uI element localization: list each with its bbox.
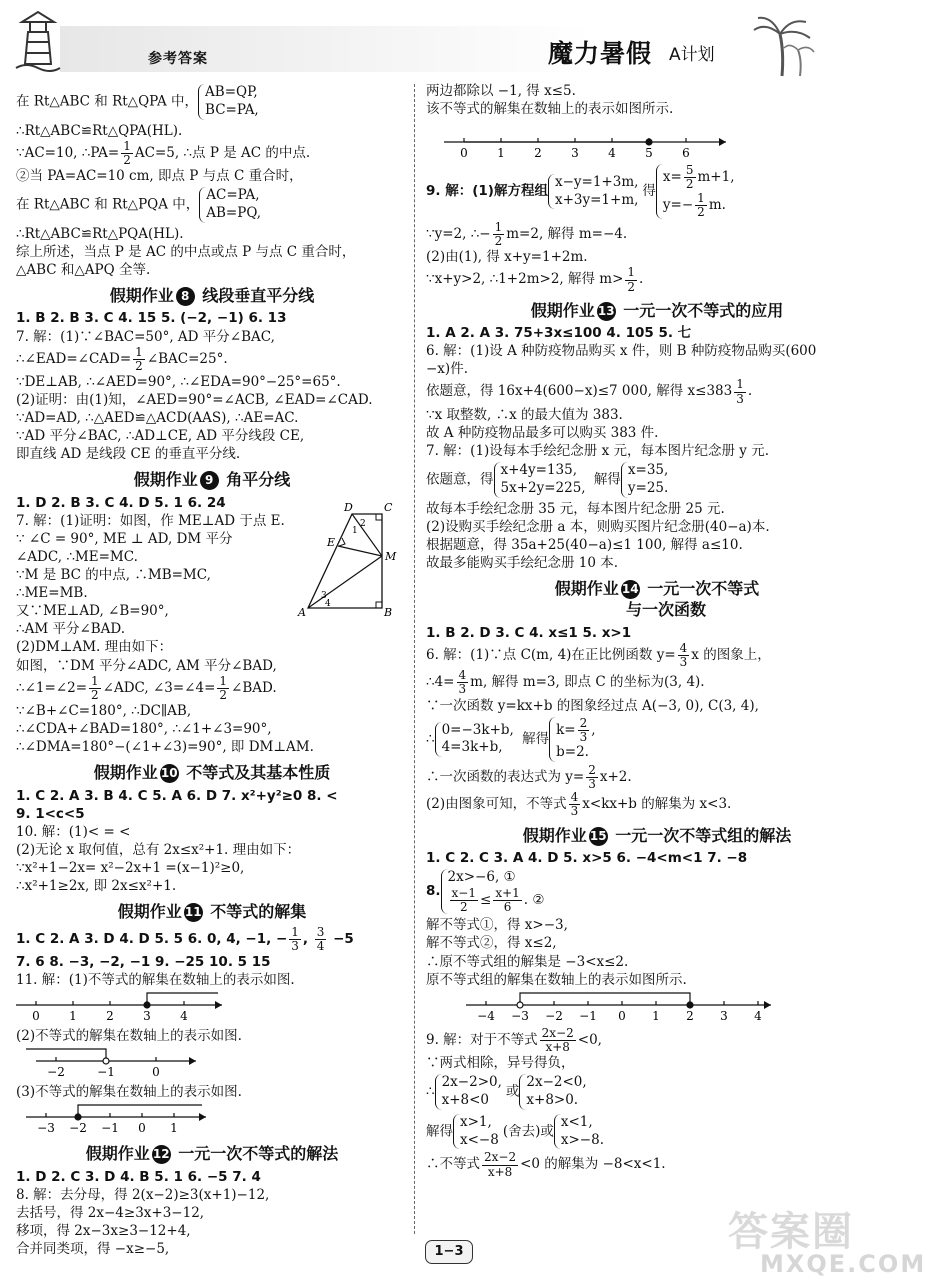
- brand-title: 魔力暑假: [548, 39, 653, 68]
- closed-endpoint: [687, 1002, 693, 1008]
- section-heading-14-line2: 与一次函数: [625, 600, 706, 620]
- section-number-badge: 9: [200, 471, 219, 490]
- axis-arrow: [764, 1001, 771, 1009]
- text-line: 如图，∵DM 平分∠ADC, AM 平分∠BAD,: [16, 657, 277, 674]
- answer-line: 1. C 2. A 3. D 4. D 5. 5 6. 0, 4, −1, − $\frac{1}{3}$ , $\frac{3}{4}$ −5: [16, 924, 354, 953]
- tick-label: 2: [534, 146, 542, 161]
- equation-system: 0=−3k+b, 4=3k+b,: [435, 722, 518, 758]
- text-line: 7. 解：(1)设每本手绘纪念册 x 元，每本图片纪念册 y 元.: [426, 442, 769, 459]
- text-line: ∴ME=MB.: [16, 585, 88, 602]
- tick-label: 0: [152, 1065, 160, 1080]
- fraction: $\frac{1}{2}$: [627, 265, 636, 294]
- text-line: 10. 解：(1)< = <: [16, 823, 131, 840]
- header-title: 参考答案: [148, 51, 208, 67]
- number-line-11-2: [16, 1047, 346, 1081]
- section-heading-10: 假期作业 10 不等式及其基本性质: [93, 763, 331, 783]
- equation-system: AC=PA, AB=PQ,: [199, 187, 265, 223]
- section-heading-13: 假期作业 13 一元一次不等式的应用: [530, 300, 784, 320]
- fraction: $\frac{2x-2}{x+8}$: [484, 1150, 517, 1179]
- text-line: ∵x+y>2, ∴1+2m>2, 解得 m> $\frac{1}{2}$ .: [426, 265, 644, 294]
- text-line: ∵AD=AD, ∴△AED≌△ACD(AAS), ∴AE=AC.: [16, 410, 299, 427]
- section-number-badge: 15: [589, 827, 608, 846]
- answer-line: 1. D 2. B 3. C 4. D 5. 1 6. 24: [16, 494, 226, 511]
- text-line: 9. 解：(1)解方程组 x−y=1+3m, x+3y=1+m, 得 x= $\frac{5}{2}$ m+1, y=− $\frac{1}{2}$ m.: [426, 162, 888, 221]
- text-line: ∴Rt△ABC≌Rt△QPA(HL).: [16, 122, 183, 139]
- closed-endpoint: [144, 1002, 150, 1008]
- text-line: 两边都除以 −1, 得 x≤5.: [426, 83, 576, 99]
- answer-line: 1. C 2. C 3. A 4. D 5. x>5 6. −4<m<1 7. −8: [426, 850, 748, 867]
- text-line: 依题意，得 x+4y=135, 5x+2y=225, 解得 x=35, y=25.: [426, 460, 888, 500]
- section-number-badge: 8: [176, 287, 195, 306]
- text-line: (2)DM⊥AM. 理由如下：: [16, 639, 173, 656]
- tick-label: −1: [101, 1121, 119, 1136]
- watermark-text: 答案圈: [728, 1209, 854, 1255]
- text-line: 在 Rt△ABC 和 Rt△PQA 中， AC=PA, AB=PQ,: [16, 185, 408, 225]
- text-line: 11. 解：(1)不等式的解集在数轴上的表示如图.: [16, 972, 295, 988]
- answer-line: 7. 6 8. −3, −2, −1 9. −25 10. 5 15: [16, 953, 271, 970]
- fraction: $\frac{1}{2}$: [494, 219, 503, 249]
- text-line: ∵x 取整数, ∴x 的最大值为 383.: [426, 406, 623, 423]
- section-heading-12: 假期作业 12 一元一次不等式的解法: [85, 1144, 339, 1164]
- text-line: ∵AD 平分∠BAC, ∴AD⊥CE, AD 平分线段 CE,: [16, 428, 305, 445]
- angle-3-label: 3: [321, 591, 327, 601]
- text-line: ②当 PA=AC=10 cm, 即点 P 与点 C 重合时，: [16, 168, 303, 185]
- tick-label: −1: [579, 1008, 597, 1023]
- brand-subtitle: A计划: [669, 45, 715, 65]
- text-line: 9. 解：对于不等式 $\frac{2x-2}{x+8}$ <0,: [426, 1025, 602, 1054]
- label-M: M: [385, 550, 397, 563]
- tick-label: −1: [97, 1065, 115, 1080]
- text-line: (2)设购买手绘纪念册 a 本，则购买图片纪念册(40−a)本.: [426, 518, 770, 535]
- label-E: E: [327, 536, 336, 549]
- tick-label: −4: [477, 1008, 495, 1023]
- label-C: C: [384, 501, 393, 514]
- text-line: (2)证明：由(1)知，∠AED=90°=∠ACB, ∠EAD=∠CAD.: [16, 392, 373, 409]
- tick-label: 0: [618, 1008, 626, 1023]
- text-line: (2)不等式的解集在数轴上的表示如图.: [16, 1028, 242, 1045]
- text-line: ∵∠B+∠C=180°, ∴DC∥AB,: [16, 702, 192, 719]
- equation-system: x>1, x<−8: [453, 1114, 503, 1150]
- axis-arrow: [199, 1113, 206, 1121]
- tick-label: 0: [138, 1121, 146, 1136]
- section-number-badge: 13: [597, 302, 616, 321]
- text-line: 7. 解：(1)∵∠BAC=50°, AD 平分∠BAC,: [16, 328, 275, 345]
- text-line: 依题意，得 16x+4(600−x)≤7 000, 解得 x≤383 $\frac{1}{3}$ .: [426, 377, 753, 406]
- section-number-badge: 10: [160, 764, 179, 783]
- fraction: $\frac{4}{3}$: [679, 640, 688, 670]
- text-line: 原不等式组的解集在数轴上的表示如图所示.: [426, 971, 687, 988]
- answer-line: 9. 1<c<5: [16, 805, 85, 822]
- palm-tree-icon: [752, 12, 816, 78]
- equation-system: x−y=1+3m, x+3y=1+m,: [548, 174, 642, 210]
- text-line: ∴x²+1≥2x, 即 2x≤x²+1.: [16, 878, 177, 895]
- equation-system: x=35, y=25.: [621, 462, 672, 498]
- fraction: $\frac{1}{2}$: [123, 138, 131, 167]
- equation-system: k= $\frac{2}{3}$ , b=2.: [549, 717, 599, 762]
- text-line: 移项，得 2x−3x≥3−12+4,: [16, 1222, 191, 1239]
- fraction: $\frac{3}{4}$: [316, 924, 325, 953]
- text-line: ∴∠DMA=180°−(∠1+∠3)=90°, 即 DM⊥AM.: [16, 739, 314, 756]
- section-heading-9: 假期作业 9 角平分线: [133, 470, 291, 490]
- text-line: 8. 2x>−6, ① $\frac{x-1}{2}$ ≤ $\frac{x+1}{6}$ . ②: [426, 867, 888, 916]
- section-heading-14: 假期作业 14 一元一次不等式: [554, 578, 760, 598]
- number-line-12-8: [426, 120, 766, 160]
- text-line: 解得 x>1, x<−8 (舍去)或 x<1, x>−8.: [426, 1112, 888, 1152]
- text-line: 该不等式的解集在数轴上的表示如图所示.: [426, 101, 674, 118]
- equation-system: 2x>−6, ① $\frac{x-1}{2}$ ≤ $\frac{x+1}{6}$ . ②: [441, 869, 549, 914]
- text-line: 解不等式②，得 x≤2,: [426, 935, 557, 952]
- text-line: ∴4= $\frac{4}{3}$ m, 解得 m=3, 即点 C 的坐标为(3, 4).: [426, 668, 705, 697]
- angle-2-label: 2: [360, 519, 366, 529]
- number-line-11-3: [16, 1103, 346, 1137]
- text-line: 又∵ME⊥AD, ∠B=90°,: [16, 603, 169, 620]
- fraction: $\frac{2x-2}{x+8}$: [541, 1025, 574, 1054]
- solution-bracket: [147, 993, 218, 1005]
- equation-system: 2x−2>0, x+8<0: [435, 1074, 506, 1110]
- open-endpoint: [517, 1002, 523, 1008]
- tick-label: 1: [69, 1009, 77, 1024]
- axis-arrow: [189, 1057, 196, 1065]
- tick-label: 3: [720, 1008, 728, 1023]
- text-line: 在 Rt△ABC 和 Rt△QPA 中， AB=QP, BC=PA,: [16, 82, 408, 122]
- text-line: ∴AM 平分∠BAD.: [16, 621, 126, 638]
- text-line: ∴∠CDA+∠BAD=180°, ∴∠1+∠3=90°,: [16, 721, 272, 738]
- solution-bracket: [520, 993, 690, 1005]
- answer-line: 1. C 2. A 3. B 4. C 5. A 6. D 7. x²+y²≥0 8. <: [16, 787, 338, 804]
- text-line: 解不等式①，得 x>−3,: [426, 917, 568, 934]
- fraction: $\frac{4}{3}$: [570, 790, 579, 819]
- fraction: $\frac{1}{2}$: [219, 673, 228, 702]
- answer-line: 1. B 2. B 3. C 4. 15 5. (−2, −1) 6. 13: [16, 310, 287, 327]
- section-number-badge: 14: [621, 580, 640, 599]
- fraction: $\frac{1}{3}$: [291, 924, 299, 953]
- answer-line: 1. A 2. A 3. 75+3x≤100 4. 105 5. 七: [426, 325, 692, 342]
- answer-line: 1. D 2. C 3. D 4. B 5. 1 6. −5 7. 4: [16, 1168, 261, 1185]
- solution-bracket: [78, 1105, 202, 1117]
- section-number-badge: 12: [152, 1145, 171, 1164]
- section-heading-8: 假期作业 8 线段垂直平分线: [109, 286, 315, 306]
- tick-label: 2: [106, 1009, 114, 1024]
- text-line: 6. 解：(1)∵点 C(m, 4)在正比例函数 y= $\frac{4}{3}$ x 的图象上，: [426, 640, 771, 670]
- text-line: (2)无论 x 取何值，总有 2x≤x²+1. 理由如下：: [16, 841, 301, 858]
- tick-label: 1: [497, 146, 505, 161]
- number-line-11-1: [16, 991, 346, 1025]
- tick-label: 4: [754, 1008, 762, 1023]
- text-line: ∵两式相除，异号得负，: [426, 1055, 575, 1072]
- tick-label: −3: [511, 1008, 529, 1023]
- axis-arrow: [215, 1001, 222, 1009]
- text-line: (3)不等式的解集在数轴上的表示如图.: [16, 1084, 242, 1101]
- text-line: ∴ 0=−3k+b, 4=3k+b, 解得 k= $\frac{2}{3}$ , b=2.: [426, 715, 888, 764]
- closed-endpoint: [75, 1114, 81, 1120]
- section-number-badge: 11: [184, 903, 203, 922]
- text-line: ∠ADC, ∴ME=MC.: [16, 549, 138, 566]
- solution-bracket: [26, 1049, 106, 1061]
- column-divider: [414, 84, 415, 1234]
- text-line: 即直线 AD 是线段 CE 的垂直平分线.: [16, 446, 241, 463]
- tick-label: 1: [170, 1121, 178, 1136]
- left-column: [16, 82, 408, 1258]
- text-line: 根据题意，得 35a+25(40−a)≤1 100, 解得 a≤10.: [426, 536, 743, 553]
- text-line: 8. 解：去分母，得 2(x−2)≥3(x+1)−12,: [16, 1186, 270, 1203]
- tick-label: −3: [37, 1121, 55, 1136]
- text-line: −x)件.: [426, 361, 468, 378]
- fraction: $\frac{1}{3}$: [736, 377, 744, 406]
- text-line: ∴∠EAD=∠CAD= $\frac{1}{2}$ ∠BAC=25°.: [16, 344, 228, 373]
- tick-label: −2: [47, 1065, 65, 1080]
- tick-label: 1: [652, 1008, 660, 1023]
- text-line: ∵DE⊥AB, ∴∠AED=90°, ∴∠EDA=90°−25°=65°.: [16, 373, 341, 390]
- text-line: 合并同类项，得 −x≥−5,: [16, 1240, 170, 1257]
- text-line: ∴一次函数的表达式为 y= $\frac{2}{3}$ x+2.: [426, 762, 632, 792]
- text-line: 去括号，得 2x−4≥3x+3−12,: [16, 1204, 205, 1221]
- axis-arrow: [719, 138, 726, 146]
- angle-4-label: 4: [325, 599, 331, 609]
- text-line: (2)由图象可知，不等式 $\frac{4}{3}$ x<kx+b 的解集为 x<3.: [426, 790, 732, 819]
- tick-label: −2: [69, 1121, 87, 1136]
- text-line: ∴ 2x−2>0, x+8<0 或 2x−2<0, x+8>0.: [426, 1072, 888, 1112]
- lighthouse-icon: [14, 8, 62, 70]
- text-line: (2)由(1), 得 x+y=1+2m.: [426, 249, 588, 266]
- tick-label: 2: [686, 1008, 694, 1023]
- closed-endpoint: [646, 139, 652, 145]
- equation-system: x<1, x>−8.: [554, 1114, 608, 1150]
- tick-label: 3: [571, 146, 579, 161]
- tick-label: 0: [32, 1009, 40, 1024]
- label-B: B: [384, 606, 393, 619]
- equation-system: 2x−2<0, x+8>0.: [519, 1074, 590, 1110]
- open-endpoint: [103, 1058, 109, 1064]
- text-line: 综上所述，当点 P 是 AC 的中点或点 P 与点 C 重合时，: [16, 243, 356, 260]
- text-line: 故 A 种防疫物品最多可以购买 383 件.: [426, 424, 659, 441]
- quadrilateral-figure: [296, 500, 406, 618]
- text-line: ∴原不等式组的解集是 −3<x≤2.: [426, 953, 629, 970]
- equation-system: AB=QP, BC=PA,: [198, 84, 263, 120]
- section-heading-15: 假期作业 15 一元一次不等式组的解法: [522, 825, 792, 845]
- text-line: 故最多能购买手绘纪念册 10 本.: [426, 554, 619, 571]
- page-number: 1−3: [425, 1240, 473, 1264]
- tick-label: 0: [460, 146, 468, 161]
- fraction: $\frac{2}{3}$: [588, 762, 596, 792]
- text-line: 6. 解：(1)设 A 种防疫物品购买 x 件，则 B 种防疫物品购买(600: [426, 343, 817, 360]
- equation-system: x+4y=135, 5x+2y=225,: [494, 462, 590, 498]
- tick-label: 6: [682, 146, 690, 161]
- tick-label: 4: [180, 1009, 188, 1024]
- page-header: [0, 0, 900, 86]
- equation-system: x= $\frac{5}{2}$ m+1, y=− $\frac{1}{2}$ m.: [656, 164, 739, 219]
- answer-line: 1. B 2. D 3. C 4. x≤1 5. x>1: [426, 624, 632, 641]
- tick-label: −2: [545, 1008, 563, 1023]
- text-line: ∵x²+1−2x= x²−2x+1 =(x−1)²≥0,: [16, 859, 245, 876]
- text-line: ∵一次函数 y=kx+b 的图象经过点 A(−3, 0), C(3, 4),: [426, 697, 759, 714]
- right-column: [426, 82, 888, 1179]
- angle-1-label: 1: [352, 526, 358, 536]
- text-line: △ABC 和△APQ 全等.: [16, 261, 151, 278]
- tick-label: 3: [143, 1009, 151, 1024]
- text-line: ∴不等式 $\frac{2x-2}{x+8}$ <0 的解集为 −8<x<1.: [426, 1150, 666, 1179]
- tick-label: 5: [645, 146, 653, 161]
- tick-label: 4: [608, 146, 616, 161]
- text-line: ∵AC=10, ∴PA= $\frac{1}{2}$ AC=5, ∴点 P 是 AC 的中点.: [16, 138, 311, 167]
- label-A: A: [298, 606, 306, 619]
- text-line: ∵M 是 BC 的中点, ∴MB=MC,: [16, 567, 211, 584]
- fraction: $\frac{1}{2}$: [135, 344, 143, 373]
- text-line: ∵ ∠C = 90°, ME ⊥ AD, DM 平分: [16, 530, 233, 547]
- text-line: ∵y=2, ∴− $\frac{1}{2}$ m=2, 解得 m=−4.: [426, 219, 628, 249]
- label-D: D: [344, 501, 353, 514]
- text-line: ∴Rt△ABC≌Rt△PQA(HL).: [16, 225, 184, 242]
- watermark-url: MXQE.COM: [760, 1250, 926, 1278]
- text-line: 故每本手绘纪念册 35 元，每本图片纪念册 25 元.: [426, 500, 725, 517]
- text-line: ∴∠1=∠2= $\frac{1}{2}$ ∠ADC, ∠3=∠4= $\frac{1}{2}$ ∠BAD.: [16, 673, 277, 702]
- section-heading-11: 假期作业 11 不等式的解集: [117, 902, 307, 922]
- fraction: $\frac{1}{2}$: [91, 673, 99, 702]
- fraction: $\frac{4}{3}$: [458, 668, 467, 697]
- number-line-15-8: [426, 991, 762, 1025]
- text-line: 7. 解：(1)证明：如图，作 ME⊥AD 于点 E.: [16, 512, 285, 529]
